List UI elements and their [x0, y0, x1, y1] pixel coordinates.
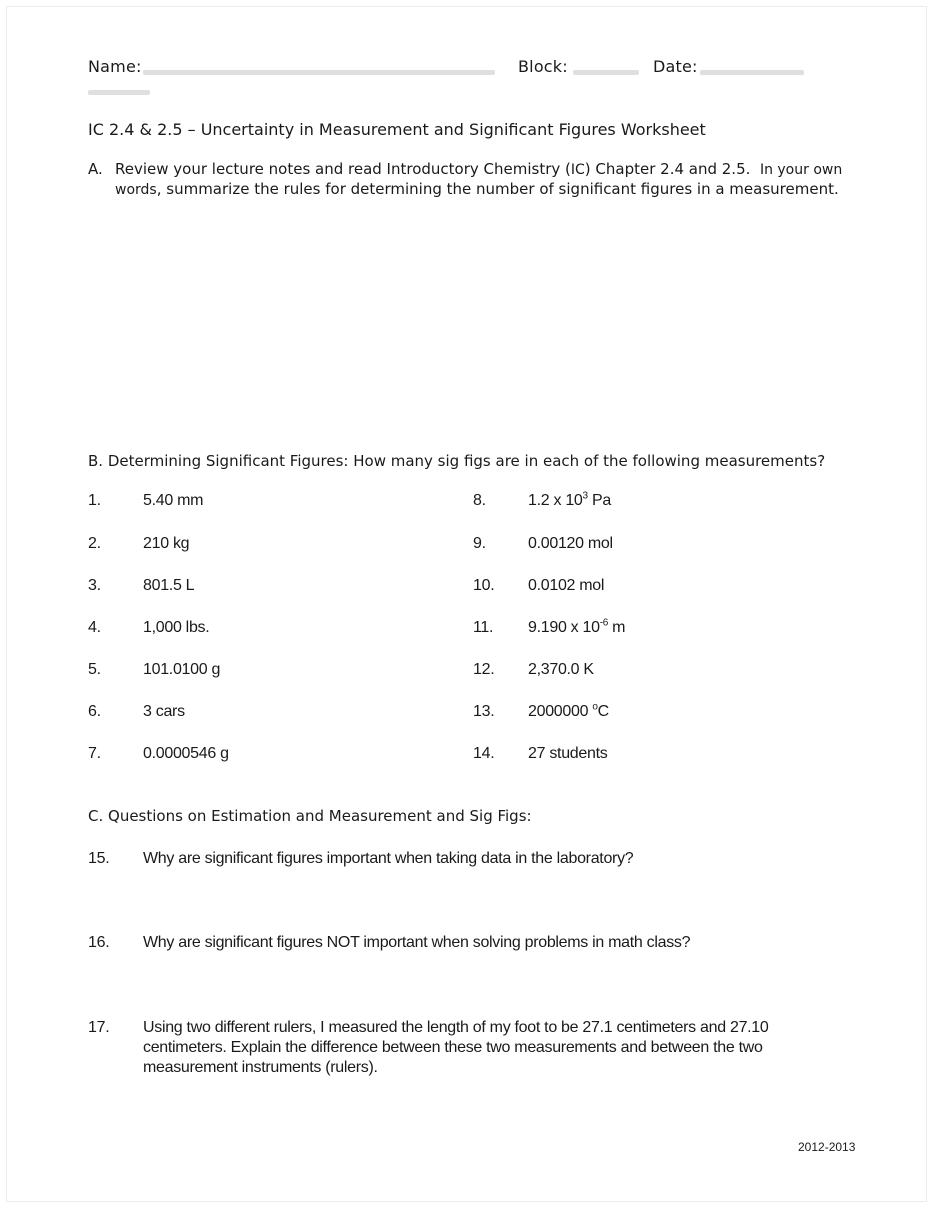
date-label: Date:: [653, 57, 698, 76]
question-17: [88, 1018, 848, 1076]
section-a-text: [115, 160, 842, 200]
section-c-heading: C. Questions on Estimation and Measurement and Sig Figs:: [88, 807, 532, 825]
block-label: Block:: [518, 57, 568, 76]
question-number: 17.: [88, 1019, 110, 1036]
name-label: Name:: [88, 57, 142, 76]
question-text: Why are significant figures important when taking data in the laboratory?: [143, 850, 634, 867]
footer-year: 2012-2013: [798, 1140, 856, 1154]
section-a-line-1: Review your lecture notes and read Introductory Chemistry (IC) Chapter 2.4 and 2.5. In your own: [115, 160, 843, 178]
section-a: [88, 160, 103, 179]
question-15: [88, 849, 848, 869]
worksheet-title: IC 2.4 & 2.5 – Uncertainty in Measurement and Significant Figures Worksheet: [88, 120, 706, 139]
date-blank-continued[interactable]: [88, 90, 150, 95]
question-number: 16.: [88, 934, 110, 951]
question-number: 15.: [88, 850, 110, 867]
section-a-label: A.: [88, 160, 103, 178]
section-a-line-2: words, summarize the rules for determining the number of significant figures in a measurement.: [115, 180, 839, 198]
question-text: Why are significant figures NOT important when solving problems in math class?: [143, 934, 691, 951]
question-16: [88, 933, 848, 953]
name-blank[interactable]: [143, 70, 495, 75]
date-blank[interactable]: [700, 70, 804, 75]
block-blank[interactable]: [573, 70, 639, 75]
section-b-heading: B. Determining Significant Figures: How many sig figs are in each of the following measurements?: [88, 452, 826, 470]
question-text: Using two different rulers, I measured the length of my foot to be 27.1 centimeters and 27.10 centimeters. Explain the difference between these two measurements and between the two measurement instruments (rulers).: [143, 1019, 769, 1076]
